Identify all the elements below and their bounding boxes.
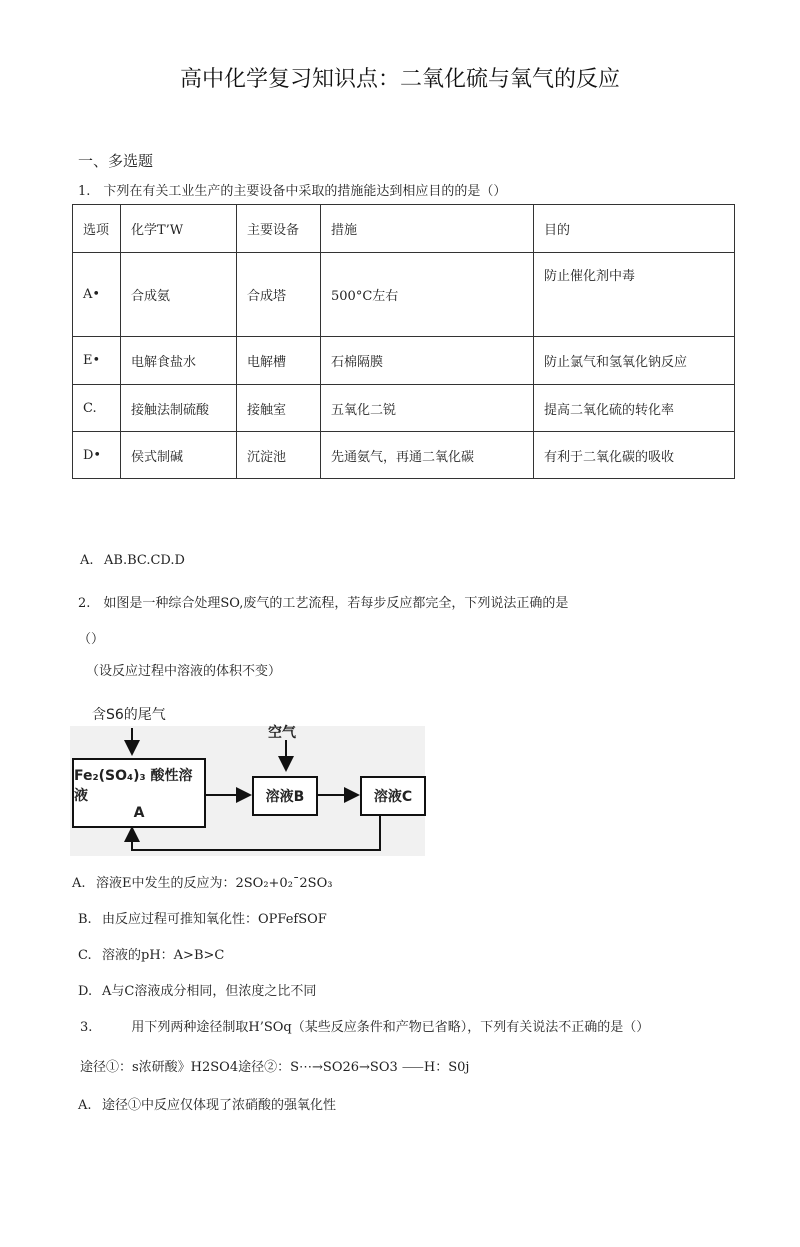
- table-cell: 石棉隔膜: [321, 337, 534, 385]
- table-cell: 有利于二氧化碳的吸收: [534, 432, 735, 479]
- table-cell: 合成氨: [121, 253, 237, 337]
- solution-a-box: [72, 758, 206, 828]
- solution-a-label: Fe₂(SO₄)₃ 酸性溶液: [74, 768, 193, 804]
- table-cell: 防止催化剂中毒: [534, 253, 735, 337]
- table-cell: D•: [73, 432, 121, 479]
- question-3-option-a: [78, 1094, 336, 1113]
- table-cell: 五氧化二锐: [321, 385, 534, 432]
- table-header-cell: 化学T’W: [121, 205, 237, 253]
- table-header-cell: 主要设备: [237, 205, 321, 253]
- table-cell: 侯式制碱: [121, 432, 237, 479]
- option-key: D.: [78, 984, 93, 999]
- table-cell: 500°C左右: [321, 253, 534, 337]
- option-text: 溶液的pH：A>B>C: [102, 948, 225, 963]
- question-2-option-a: [72, 872, 332, 891]
- table-row: [73, 253, 735, 337]
- question-3-route: 途径①：s浓研酸》H2SO4途径②：S⋯→SO26→SO3 ⸺H：S0j: [80, 1060, 470, 1075]
- table-cell: E•: [73, 337, 121, 385]
- table-cell: 接触室: [237, 385, 321, 432]
- table-cell: 接触法制硫酸: [121, 385, 237, 432]
- option-text: 途径①中反应仅体现了浓硝酸的强氧化性: [102, 1098, 337, 1113]
- table-row: [73, 385, 735, 432]
- page-title: 高中化学复习知识点：二氧化硫与氧气的反应: [179, 67, 620, 92]
- question-3-text: 3. 用下列两种途径制取H’SOq（某些反应条件和产物已省略），下列有关说法不正确的是（）: [80, 1020, 650, 1035]
- question-1-text: 1. 卞列在有关工业生产的主要设备中采取的措施能达到相应目的的是（）: [78, 184, 507, 199]
- solution-b-box: 溶液B: [252, 776, 318, 816]
- option-text: 溶液E中发生的反应为：2SO₂+0₂ˉ2SO₃: [96, 876, 333, 891]
- question-2-note: （设反应过程中溶液的体积不变）: [86, 664, 282, 679]
- option-key: A.: [78, 1098, 92, 1113]
- question-2-option-d: [78, 980, 316, 999]
- table-cell: C.: [73, 385, 121, 432]
- table-cell: 先通氨气，再通二氧化碳: [321, 432, 534, 479]
- question-2-option-b: [78, 908, 327, 927]
- table-cell: 防止氯气和氢氧化钠反应: [534, 337, 735, 385]
- option-text: A与C溶液成分相同，但浓度之比不同: [102, 984, 317, 999]
- table-cell: 提高二氧化硫的转化率: [534, 385, 735, 432]
- table-header-cell: 措施: [321, 205, 534, 253]
- option-text: AB.BC.CD.D: [104, 553, 185, 568]
- table-row: [73, 432, 735, 479]
- table-cell: 电解槽: [237, 337, 321, 385]
- table-cell: 沉淀池: [237, 432, 321, 479]
- option-key: C.: [78, 948, 92, 963]
- option-key: A.: [80, 553, 94, 568]
- option-text: 由反应过程可推知氧化性：OPFefSOF: [102, 912, 327, 927]
- question-1-table: [72, 204, 735, 479]
- tail-gas-label: 含S6的尾气: [92, 707, 166, 723]
- question-1-option: [80, 553, 185, 568]
- table-header-cell: 选项: [73, 205, 121, 253]
- table-header-row: [73, 205, 735, 253]
- table-cell: A•: [73, 253, 121, 337]
- solution-c-box: 溶液C: [360, 776, 426, 816]
- process-flow-diagram: [70, 700, 430, 860]
- question-2-paren: （）: [78, 632, 105, 647]
- solution-a-letter: A: [133, 805, 145, 821]
- option-key: A.: [72, 876, 86, 891]
- question-2-text: 2. 如图是一种综合处理SO,废气的工艺流程，若每步反应都完全，下列说法正确的是: [78, 596, 569, 611]
- air-label: 空气: [268, 725, 296, 741]
- table-cell: 合成塔: [237, 253, 321, 337]
- table-row: [73, 337, 735, 385]
- option-key: B.: [78, 912, 92, 927]
- question-2-option-c: [78, 944, 224, 963]
- table-header-cell: 目的: [534, 205, 735, 253]
- section-heading: 一、多选题: [78, 152, 154, 170]
- table-cell: 电解食盐水: [121, 337, 237, 385]
